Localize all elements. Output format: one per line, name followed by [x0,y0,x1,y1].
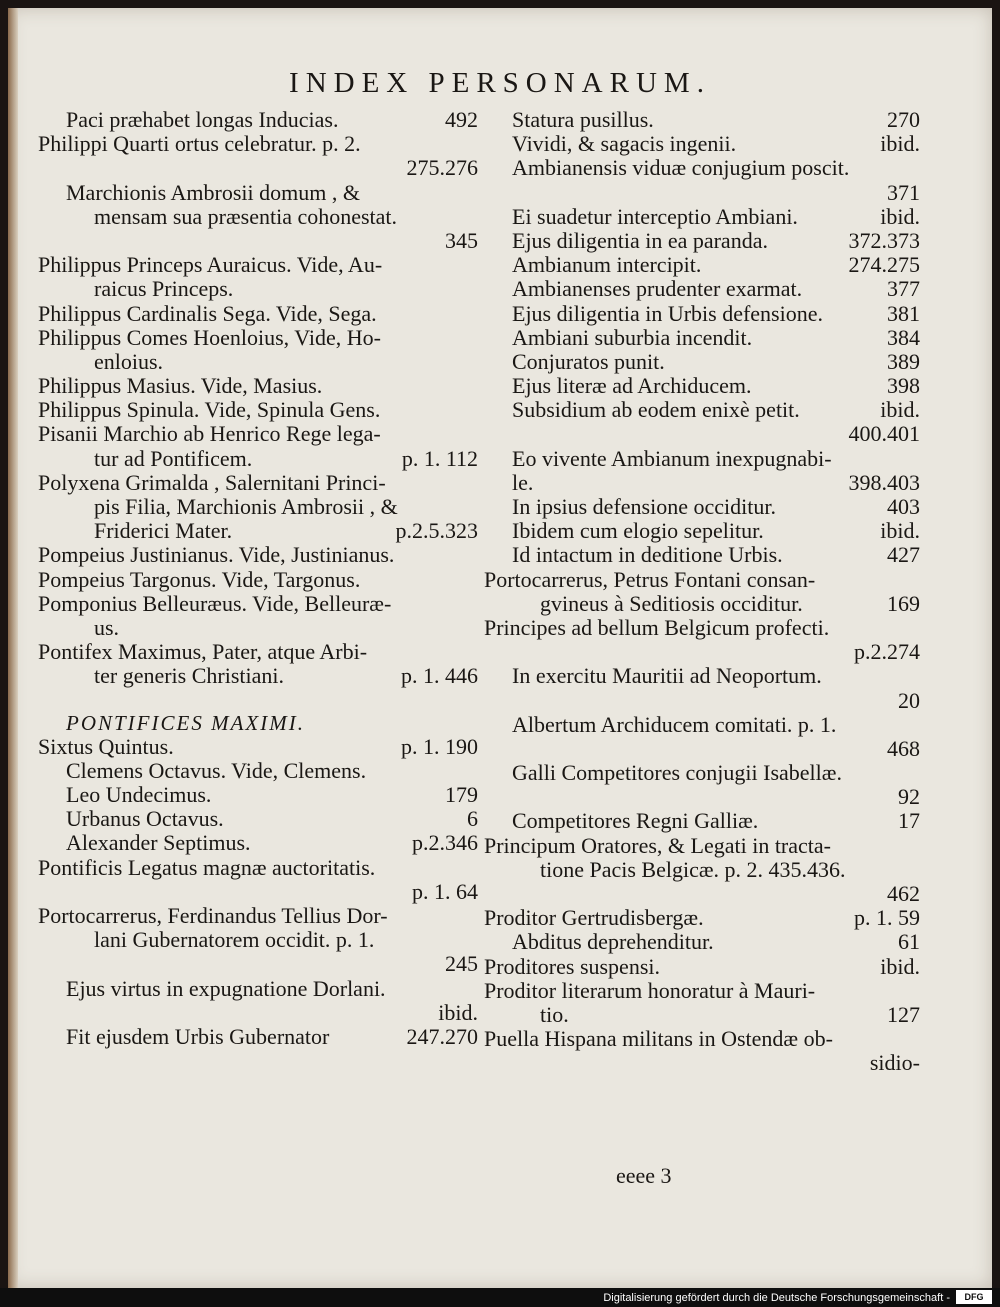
index-entry [38,253,478,277]
entry-text: Ambianum intercipit. [512,252,702,278]
entry-page-ref: ibid. [880,131,920,157]
entry-text: Ei suadetur interceptio Ambiani. [512,203,798,229]
entry-page-ref: 92 [898,784,920,810]
index-entry [38,229,478,253]
index-entry [38,1001,478,1025]
index-entry [38,616,478,640]
entry-page-ref: sidio- [869,1050,920,1076]
index-entry [484,422,920,446]
entry-page-ref: ibid. [880,203,920,229]
entry-text: Pisanii Marchio ab Henrico Rege lega- [38,421,381,447]
entry-text: Fit ejusdem Urbis Gubernator [66,1023,330,1049]
index-entry [38,689,478,711]
entry-page-ref: 398.403 [848,469,920,495]
index-entry [38,398,478,422]
entry-text: Leo Undecimus. [66,782,212,808]
entry-text: tione Pacis Belgicæ. p. 2. 435.436. [540,856,846,882]
entry-text: raicus Princeps. [94,276,234,302]
entry-text: tio. [540,1001,569,1027]
index-entry [484,592,920,616]
index-entry [38,664,478,688]
index-entry [484,713,920,737]
entry-text: Eo vivente Ambianum inexpugnabi- [512,445,832,471]
entry-text: Philippus Comes Hoenloius, Vide, Ho- [38,324,381,350]
entry-text: lani Gubernatorem occidit. p. 1. [94,927,375,953]
index-entry [38,735,478,759]
index-entry [38,302,478,326]
index-entry [484,568,920,592]
entry-page-ref: 61 [898,929,920,955]
index-entry [484,253,920,277]
entry-page-ref: 275.276 [406,155,478,181]
index-entry [484,979,920,1003]
entry-text: Pompeius Targonus. Vide, Targonus. [38,566,361,592]
index-entry [38,592,478,616]
index-entry [484,689,920,713]
index-entry [484,132,920,156]
entry-text: Competitores Regni Galliæ. [512,808,759,834]
entry-page-ref: 389 [887,348,920,374]
entry-text: In ipsius defensione occiditur. [512,494,776,519]
index-entry [38,904,478,928]
entry-page-ref: 169 [887,590,920,616]
index-entry [38,471,478,495]
entry-page-ref: ibid. [880,397,920,423]
index-entry [38,132,478,156]
left-index-column [38,108,478,1049]
entry-text: enloius. [94,348,164,374]
entry-page-ref: p.2.5.323 [395,518,478,544]
entry-page-ref: 17 [898,808,920,834]
index-entry [484,398,920,422]
entry-text: PONTIFICES MAXIMI. [66,710,305,735]
digitization-credit: Digitalisierung gefördert durch die Deutsche Forschungsgemeinschaft - [603,1292,950,1304]
entry-text: Statura pusillus. [512,107,654,132]
index-entry [484,205,920,229]
index-entry [38,205,478,229]
entry-text: Proditor literarum honoratur à Mauri- [484,977,816,1003]
index-entry [38,928,478,952]
index-entry [38,519,478,543]
entry-text: pis Filia, Marchionis Ambrosii , & [94,494,398,519]
index-entry [484,1051,920,1075]
index-entry [484,640,920,664]
index-entry [484,495,920,519]
entry-text: Marchionis Ambrosii domum , & [66,179,360,205]
index-entry [484,737,920,761]
index-entry [484,930,920,954]
index-entry [484,785,920,809]
running-head: INDEX PERSONARUM. [289,67,711,99]
entry-page-ref: 492 [445,107,478,132]
entry-text: Puella Hispana militans in Ostendæ ob- [484,1026,833,1052]
entry-page-ref: 400.401 [848,421,920,447]
entry-text: Conjuratos punit. [512,348,665,374]
entry-text: Philippus Princeps Auraicus. Vide, Au- [38,252,383,278]
page-spine-shadow [8,8,18,1288]
entry-text: mensam sua præsentia cohonestat. [94,203,398,229]
index-entry [484,882,920,906]
entry-text: ter generis Christiani. [94,663,285,689]
index-entry [38,759,478,783]
index-entry [484,834,920,858]
entry-page-ref: 247.270 [406,1023,478,1049]
index-entry [484,181,920,205]
entry-page-ref: 127 [887,1001,920,1027]
index-entry [38,277,478,301]
entry-text: Albertum Archiducem comitati. p. 1. [512,711,837,737]
entry-page-ref: 179 [445,782,478,808]
entry-text: Alexander Septimus. [66,830,251,856]
entry-text: Ejus diligentia in ea paranda. [512,227,768,253]
entry-page-ref: 462 [887,881,920,906]
index-entry [38,543,478,567]
entry-page-ref: 345 [445,227,478,253]
index-entry [484,761,920,785]
entry-text: Pontifex Maximus, Pater, atque Arbi- [38,639,368,665]
index-entry [38,807,478,831]
index-entry [38,568,478,592]
index-entry [484,1003,920,1027]
entry-text: Paci præhabet longas Inducias. [66,107,339,132]
index-entry [484,906,920,930]
entry-page-ref: 403 [887,494,920,519]
index-entry [38,856,478,880]
index-entry [38,447,478,471]
index-entry [484,447,920,471]
index-entry [484,471,920,495]
entry-text: us. [94,614,120,640]
index-entry [484,809,920,833]
entry-text: Proditores suspensi. [484,953,660,979]
entry-text: Pomponius Belleuræus. Vide, Belleuræ- [38,590,392,616]
index-entry [38,156,478,180]
index-entry [38,952,478,976]
index-entry [38,108,478,132]
entry-text: Clemens Octavus. Vide, Clemens. [66,757,367,783]
index-entry [38,181,478,205]
entry-text: Philippus Masius. Vide, Masius. [38,373,323,399]
entry-page-ref: p.2.274 [854,639,920,665]
entry-page-ref: p. 1. 446 [401,663,478,689]
entry-text: Polyxena Grimalda , Salernitani Princi- [38,469,386,495]
index-entry [484,108,920,132]
entry-page-ref: ibid. [880,518,920,544]
entry-page-ref: p. 1. 112 [401,445,478,471]
book-page [8,8,992,1288]
index-entry [484,277,920,301]
entry-text: Ejus virtus in expugnatione Dorlani. [66,975,386,1001]
entry-text: Friderici Mater. [94,518,233,544]
entry-text: Ambianensis viduæ conjugium poscit. [512,155,850,181]
index-entry [38,326,478,350]
index-entry [484,519,920,543]
entry-text: Pompeius Justinianus. Vide, Justinianus. [38,542,395,568]
entry-page-ref: p. 1. 59 [854,905,920,931]
entry-text: In exercitu Mauritii ad Neoportum. [512,663,822,689]
index-entry [484,229,920,253]
index-entry [38,977,478,1001]
index-entry [484,664,920,688]
index-entry [484,374,920,398]
entry-text: Portocarrerus, Ferdinandus Tellius Dor- [38,903,388,928]
entry-page-ref: p.2.346 [412,830,478,856]
section-heading [38,711,478,735]
entry-page-ref: 245 [445,951,478,977]
entry-text: Abditus deprehenditur. [512,929,714,955]
entry-text: Vividi, & sagacis ingenii. [512,131,737,157]
entry-page-ref: 427 [887,542,920,568]
index-entry [38,374,478,398]
index-entry [38,640,478,664]
entry-text: Ambiani suburbia incendit. [512,324,753,350]
entry-page-ref: 270 [887,107,920,132]
entry-text: Portocarrerus, Petrus Fontani consan- [484,566,816,592]
entry-page-ref: 371 [887,179,920,205]
dfg-logo: DFG [956,1290,992,1304]
index-entry [38,1025,478,1049]
entry-page-ref: 381 [887,300,920,326]
entry-text: Proditor Gertrudisbergæ. [484,905,704,931]
index-entry [38,831,478,855]
catchword: eeee 3 [616,1163,672,1188]
index-entry [484,616,920,640]
entry-text: Pontificis Legatus magnæ auctoritatis. [38,854,376,880]
entry-text: Principes ad bellum Belgicum profecti. [484,614,830,640]
entry-page-ref: 20 [898,687,920,713]
entry-text: tur ad Pontificem. [94,445,253,471]
entry-text: Ejus literæ ad Archiducem. [512,373,752,399]
index-entry [484,1027,920,1051]
index-entry [484,350,920,374]
entry-text: le. [512,469,534,495]
index-entry [484,326,920,350]
entry-page-ref: ibid. [438,999,478,1025]
entry-text: Ejus diligentia in Urbis defensione. [512,300,823,326]
entry-page-ref: 384 [887,324,920,350]
index-entry [38,783,478,807]
entry-text: Galli Competitores conjugii Isabellæ. [512,760,842,786]
entry-text: Ambianenses prudenter exarmat. [512,276,803,302]
index-entry [38,422,478,446]
entry-text: Philippus Spinula. Vide, Spinula Gens. [38,397,381,423]
entry-page-ref: ibid. [880,953,920,979]
right-index-column [484,108,920,1076]
entry-text: Urbanus Octavus. [66,806,224,832]
entry-text: Philippi Quarti ortus celebratur. p. 2. [38,131,361,157]
index-entry [484,302,920,326]
entry-page-ref: 6 [467,806,478,832]
index-entry [484,955,920,979]
index-entry [484,156,920,180]
entry-text: Id intactum in deditione Urbis. [512,542,783,568]
entry-page-ref: 398 [887,373,920,399]
index-entry [484,858,920,882]
entry-page-ref: 468 [887,735,920,761]
entry-page-ref: p. 1. 64 [412,878,478,904]
index-entry [38,880,478,904]
index-entry [38,350,478,374]
entry-text: Principum Oratores, & Legati in tracta- [484,832,831,858]
entry-page-ref: 274.275 [848,252,920,278]
entry-text: gvineus à Seditiosis occiditur. [540,590,803,616]
index-entry [484,543,920,567]
index-entry [38,495,478,519]
entry-page-ref: 377 [887,276,920,302]
entry-text: Sixtus Quintus. [38,733,174,759]
entry-page-ref: p. 1. 190 [401,733,478,759]
entry-page-ref: 372.373 [848,227,920,253]
entry-text: Ibidem cum elogio sepelitur. [512,518,764,544]
entry-text: Subsidium ab eodem enixè petit. [512,397,800,423]
entry-text: Philippus Cardinalis Sega. Vide, Sega. [38,300,377,326]
